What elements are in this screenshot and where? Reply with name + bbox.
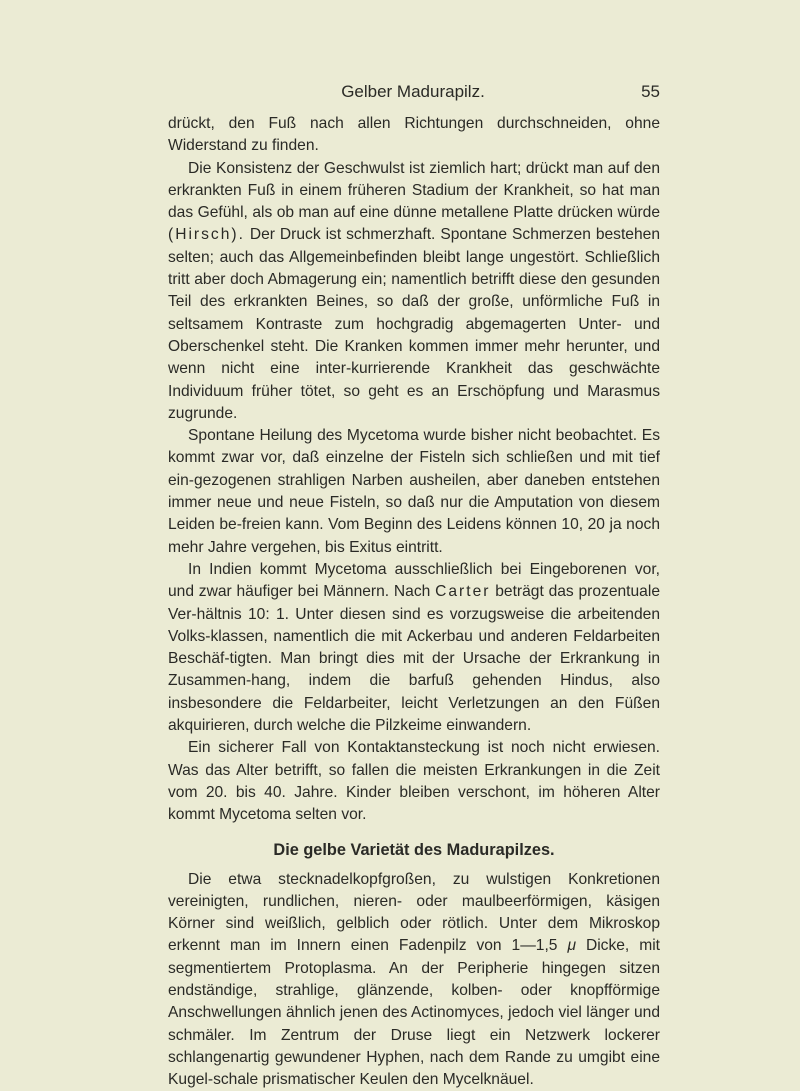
paragraph-6 [168, 869, 660, 1091]
paragraph-4-continued: beträgt das prozentuale Ver-hältnis 10: 1. Unter diesen sind es vorzugsweise die arbeitenden Volks-klassen, namentlich die mit Ackerbau und anderen Feldarbeiten Beschäf-tigten. Man bringt dies mit der Ursache der Erkrankung in Zusammen-hang, indem die barfuß gehenden Hindus, also insbesondere die Feldarbeiter, leicht Verletzungen an den Füßen akquirieren, durch welche die Pilzkeime einwandern. [168, 583, 660, 734]
paragraph-4-text: In Indien kommt Mycetoma ausschließlich bei Eingeborenen vor, und zwar häufiger bei Männern. Nach [168, 561, 660, 600]
running-title: Gelber Madurapilz. [166, 82, 660, 102]
citation-carter: Carter [435, 583, 490, 600]
micron-symbol: μ [567, 937, 576, 954]
citation-hirsch: (Hirsch). [168, 226, 245, 243]
body-text [168, 113, 660, 1091]
running-head [166, 82, 660, 104]
paragraph-4 [168, 559, 660, 737]
paragraph-2-continued: Der Druck ist schmerzhaft. Spontane Schmerzen bestehen selten; auch das Allgemeinbefinden bleibt lange ungestört. Schließlich tritt aber doch Abmagerung ein; namentlich betrifft diese den gesunden Teil des erkrankten Beines, so daß der große, unförmliche Fuß in seltsamem Kontraste zum hochgradig abgemagerten Unter- und Oberschenkel steht. Die Kranken kommen immer mehr herunter, und wenn nicht eine inter-kurrierende Krankheit das geschwächte Individuum früher tötet, so geht es an Erschöpfung und Marasmus zugrunde. [168, 226, 660, 421]
paragraph-1: drückt, den Fuß nach allen Richtungen durchschneiden, ohne Widerstand zu finden. [168, 113, 660, 158]
paragraph-2 [168, 158, 660, 426]
section-heading: Die gelbe Varietät des Madurapilzes. [178, 839, 650, 861]
paragraph-6-text: Die etwa stecknadelkopfgroßen, zu wulstigen Konkretionen vereinigten, rundlichen, nieren- oder maulbeerförmigen, käsigen Körner sind weißlich, gelblich oder rötlich. Unter dem Mikroskop erkennt man im Innern einen Fadenpilz von 1—1,5 [168, 871, 660, 955]
paragraph-6-continued: Dicke, mit segmentiertem Protoplasma. An der Peripherie hingegen sitzen endständige, strahlige, glänzende, kolben- oder knopfförmige Anschwellungen ähnlich jenen des Actinomyces, jedoch viel länger und schmäler. Im Zentrum der Druse liegt ein Netzwerk lockerer schlangenartig gewundener Hyphen, nach dem Rande zu umgibt eine Kugel-schale prismatischer Keulen den Mycelknäuel. [168, 937, 660, 1088]
paragraph-5: Ein sicherer Fall von Kontaktansteckung ist noch nicht erwiesen. Was das Alter betrifft, so fallen die meisten Erkrankungen in die Zeit vom 20. bis 40. Jahre. Kinder bleiben verschont, im höheren Alter kommt Mycetoma selten vor. [168, 737, 660, 826]
paragraph-2-text: Die Konsistenz der Geschwulst ist ziemlich hart; drückt man auf den erkrankten Fuß in einem früheren Stadium der Krankheit, so hat man das Gefühl, als ob man auf eine dünne metallene Platte drücken würde [168, 160, 660, 222]
page-number: 55 [641, 82, 660, 102]
paragraph-3: Spontane Heilung des Mycetoma wurde bisher nicht beobachtet. Es kommt zwar vor, daß einzelne der Fisteln sich schließen und mit tief ein-gezogenen strahligen Narben ausheilen, aber daneben entstehen immer neue und neue Fisteln, so daß nur die Amputation von diesem Leiden be-freien kann. Vom Beginn des Leidens können 10, 20 ja noch mehr Jahre vergehen, bis Exitus eintritt. [168, 425, 660, 559]
